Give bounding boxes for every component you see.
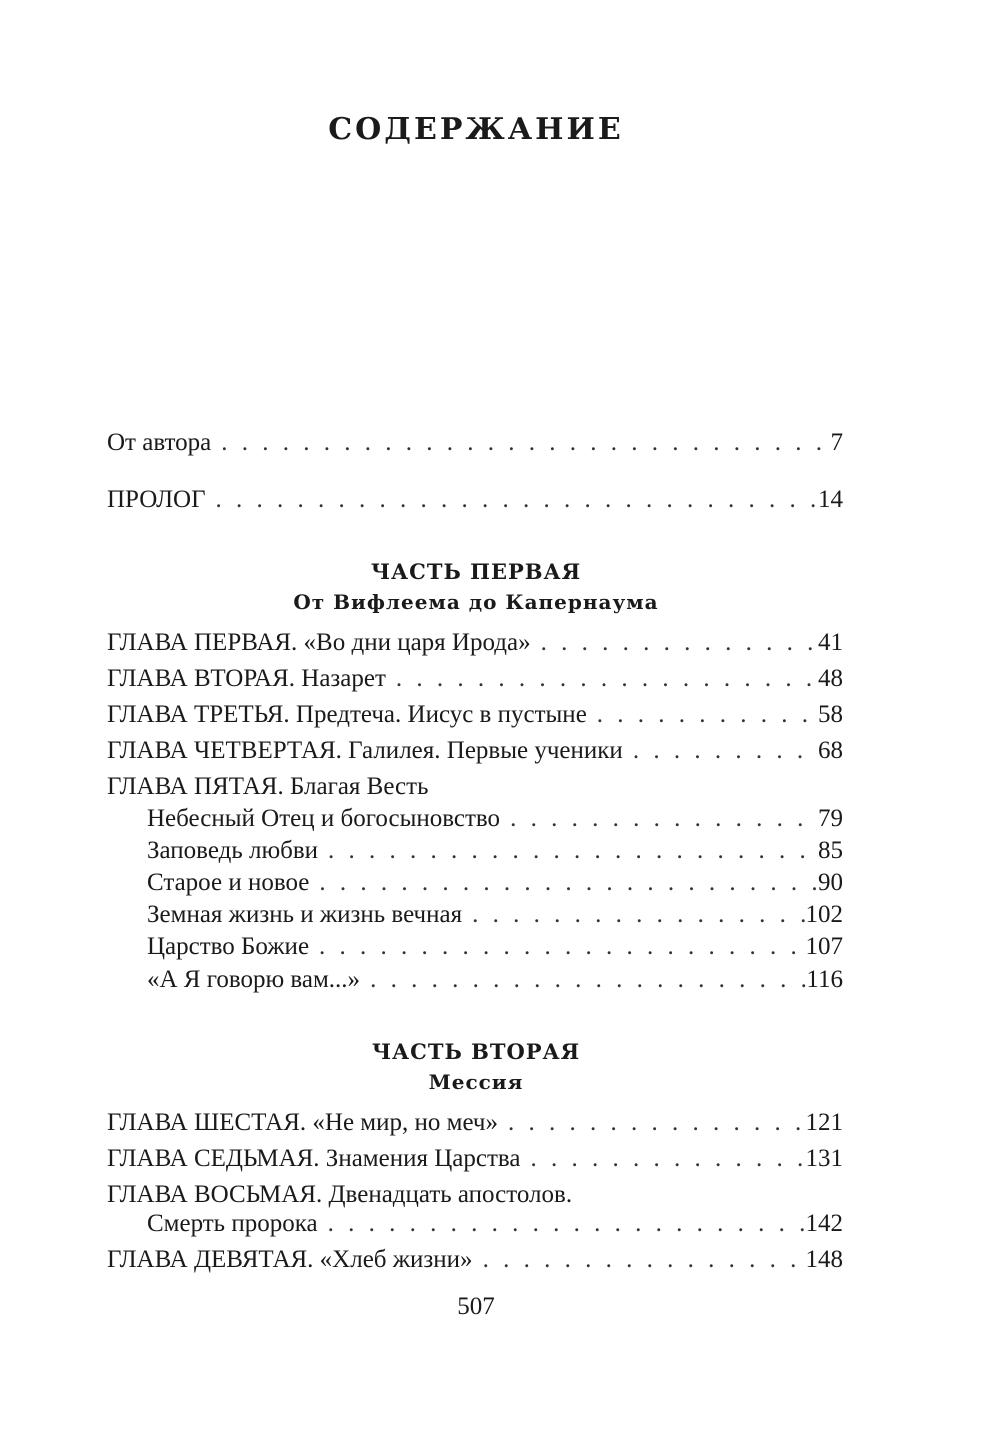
toc-entry-page: 121 <box>805 1109 843 1136</box>
toc-entry <box>107 1142 843 1176</box>
toc-entry-label: ГЛАВА ДЕВЯТАЯ. «Хлеб жизни» <box>107 1246 473 1273</box>
toc-subentry <box>147 898 843 932</box>
leader-dots <box>623 734 818 768</box>
toc-entry-label: ГЛАВА ЧЕТВЕРТАЯ. Галилея. Первые ученики <box>107 737 623 764</box>
toc-entry-label: Старое и новое <box>147 869 310 896</box>
toc-entry <box>107 1106 843 1140</box>
toc-subentry <box>147 963 843 997</box>
toc-entry <box>107 1243 843 1277</box>
leader-dots <box>309 930 805 964</box>
leader-dots <box>386 662 818 696</box>
toc-subentry <box>147 802 843 836</box>
toc-entry-label: Смерть пророка <box>147 1210 318 1237</box>
toc-entry-label: Земная жизнь и жизнь вечная <box>147 901 463 928</box>
toc-entry-label: ПРОЛОГ <box>107 486 206 513</box>
toc-entry-page: 14 <box>818 486 843 513</box>
leader-dots <box>500 802 818 836</box>
toc-entry-from-author <box>107 426 843 460</box>
toc-entry-label: От автора <box>107 429 212 456</box>
toc-entry <box>107 662 843 696</box>
toc-entry-prologue <box>107 483 843 517</box>
toc-subentry <box>147 834 843 868</box>
toc-entry-continuation <box>147 1207 843 1241</box>
toc-entry-page: 85 <box>818 837 843 864</box>
toc-entry-label: ГЛАВА СЕДЬМАЯ. Знамения Царства <box>107 1145 521 1172</box>
leader-dots <box>360 963 806 997</box>
toc-entry-label: ГЛАВА ПЕРВАЯ. «Во дни царя Ирода» <box>107 629 531 656</box>
toc-entry-label: ГЛАВА ТРЕТЬЯ. Предтеча. Иисус в пустыне <box>107 701 587 728</box>
toc-entry-label: «А Я говорю вам...» <box>147 966 361 993</box>
toc-entry <box>107 770 843 804</box>
leader-dots <box>318 834 818 868</box>
toc-entry-label: ГЛАВА ШЕСТАЯ. «Не мир, но меч» <box>107 1109 499 1136</box>
leader-dots <box>309 866 818 900</box>
page-number: 507 <box>457 1293 495 1320</box>
toc-entry-label: Небесный Отец и богосыновство <box>147 805 501 832</box>
toc-entry-label: Царство Божие <box>147 933 310 960</box>
toc-entry-page: 107 <box>805 933 843 960</box>
toc-entry-page: 58 <box>818 701 843 728</box>
toc-subentry <box>147 930 843 964</box>
toc-entry-page: 102 <box>805 901 843 928</box>
part-title: ЧАСТЬ ВТОРАЯ <box>371 1039 581 1064</box>
part-title: ЧАСТЬ ПЕРВАЯ <box>370 559 582 584</box>
toc-entry <box>107 626 843 660</box>
toc-entry-page: 142 <box>805 1210 843 1237</box>
toc-entry-page: 148 <box>805 1246 843 1273</box>
toc-entry-page: 7 <box>830 429 843 456</box>
page-title: СОДЕРЖАНИЕ <box>328 112 624 147</box>
toc-entry <box>107 734 843 768</box>
toc-entry-label: ГЛАВА ПЯТАЯ. Благая Весть <box>107 773 429 800</box>
leader-dots <box>498 1106 805 1140</box>
part-two-heading <box>0 1037 952 1097</box>
leader-dots <box>211 426 830 460</box>
part-subtitle: Мессия <box>428 1070 524 1094</box>
toc-entry <box>107 698 843 732</box>
toc-entry-label: ГЛАВА ВОСЬМАЯ. Двенадцать апостолов. <box>107 1181 573 1208</box>
toc-entry-page: 41 <box>818 629 843 656</box>
leader-dots <box>206 483 818 517</box>
toc-entry-page: 90 <box>818 869 843 896</box>
toc-entry-page: 68 <box>818 737 843 764</box>
leader-dots <box>520 1142 805 1176</box>
part-subtitle: От Вифлеема до Капернаума <box>293 590 659 614</box>
toc-entry-label: Заповедь любви <box>147 837 319 864</box>
toc-subentry <box>147 866 843 900</box>
leader-dots <box>318 1207 806 1241</box>
part-one-heading <box>0 557 952 617</box>
toc-entry-page: 131 <box>805 1145 843 1172</box>
leader-dots <box>473 1243 806 1277</box>
toc-entry-page: 48 <box>818 665 843 692</box>
toc-entry-page: 116 <box>806 966 843 993</box>
leader-dots <box>531 626 818 660</box>
toc-entry-page: 79 <box>818 805 843 832</box>
leader-dots <box>462 898 805 932</box>
leader-dots <box>587 698 818 732</box>
toc-entry-label: ГЛАВА ВТОРАЯ. Назарет <box>107 665 386 692</box>
